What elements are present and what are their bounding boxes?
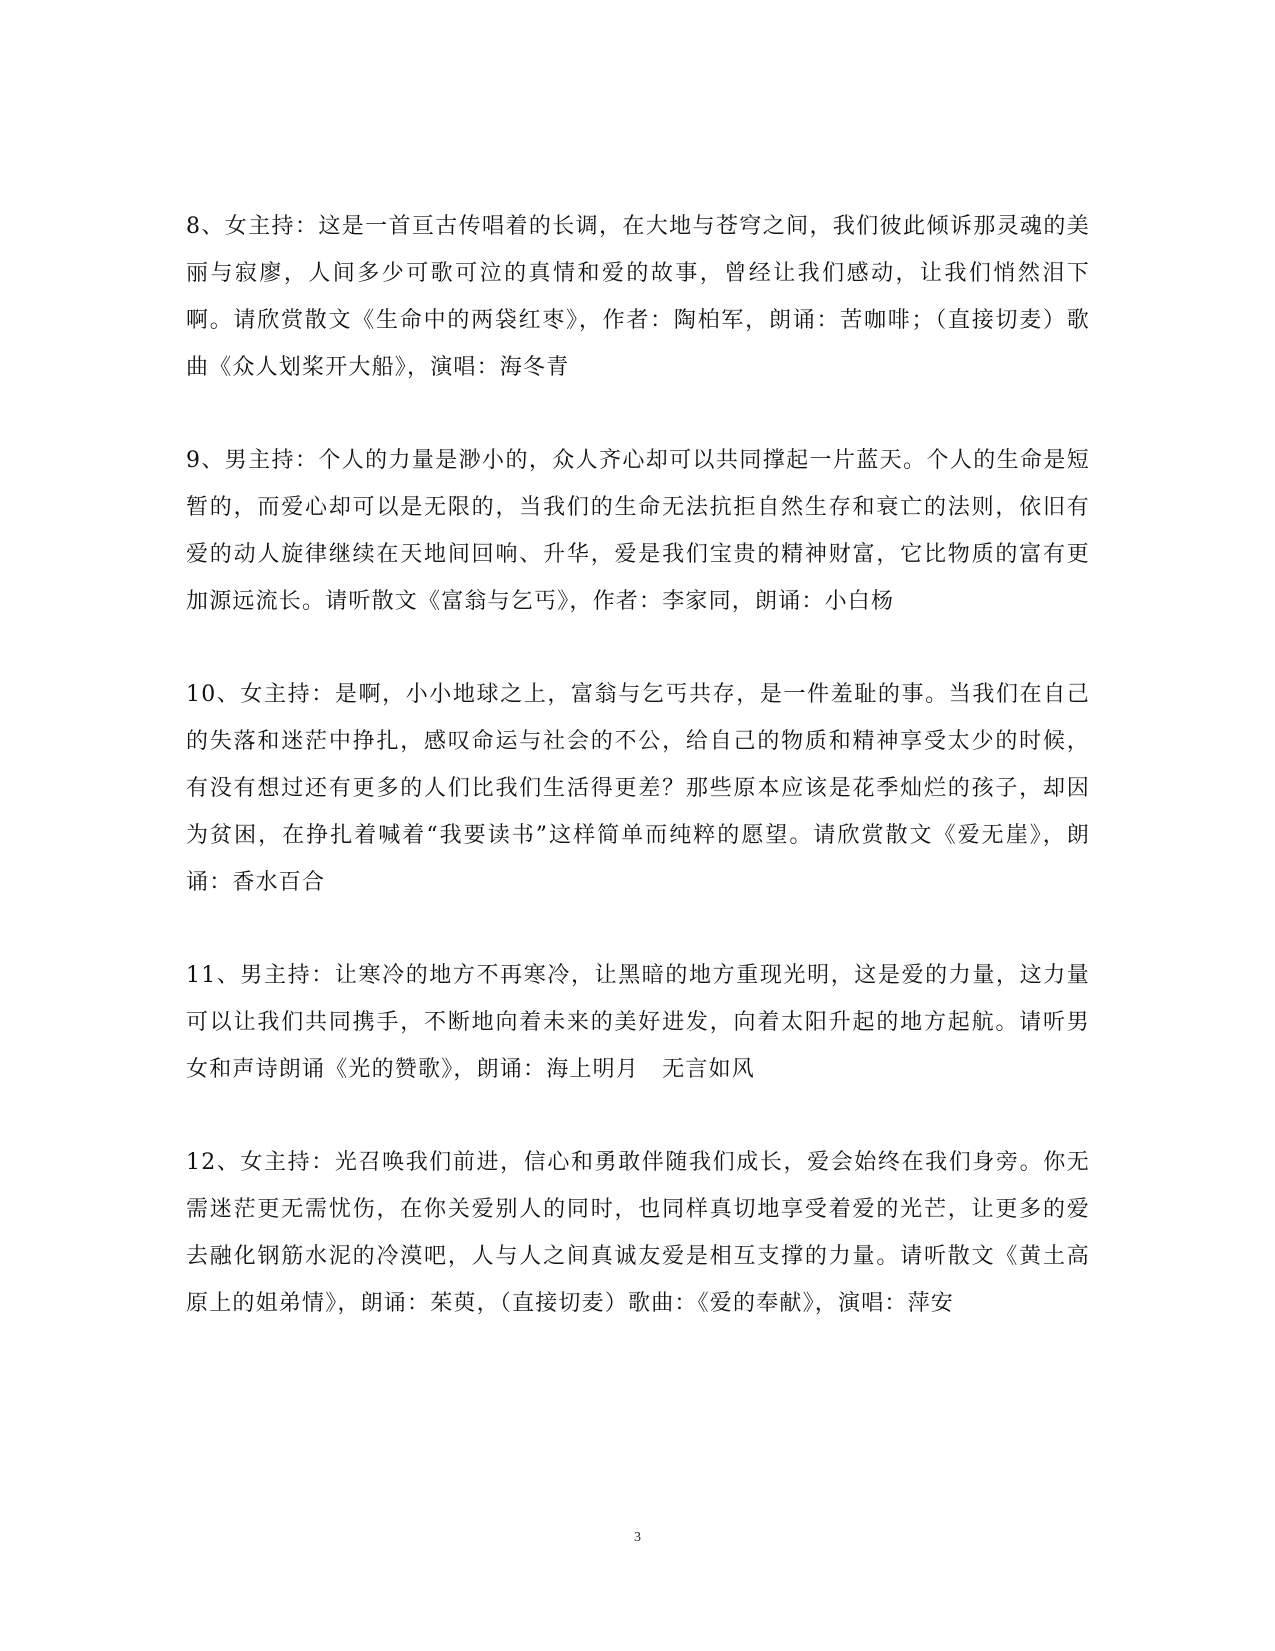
paragraph-12: 12、女主持：光召唤我们前进，信心和勇敢伴随我们成长，爱会始终在我们身旁。你无需迷茫更无需忧伤，在你关爱别人的同时，也同样真切地享受着爱的光芒，让更多的爱去融化钢筋水泥的冷漠吧，人与人之间真诚友爱是相互支撑的力量。请听散文《黄土高原上的姐弟情》，朗诵：茱萸，（直接切麦）歌曲：《爱的奉献》，演唱：萍安 — [186, 1150, 1090, 1316]
page-number: 3 — [634, 1530, 641, 1545]
document-body — [186, 203, 1090, 1373]
paragraph-11: 11、男主持：让寒冷的地方不再寒冷，让黑暗的地方重现光明，这是爱的力量，这力量可以让我们共同携手，不断地向着未来的美好进发，向着太阳升起的地方起航。请听男女和声诗朗诵《光的赞歌》，朗诵：海上明月 无言如风 — [186, 963, 1090, 1082]
paragraph-10: 10、女主持：是啊，小小地球之上，富翁与乞丐共存，是一件羞耻的事。当我们在自己的失落和迷茫中挣扎，感叹命运与社会的不公，给自己的物质和精神享受太少的时候，有没有想过还有更多的人们比我们生活得更差？那些原本应该是花季灿烂的孩子，却因为贫困，在挣扎着喊着“我要读书”这样简单而纯粹的愿望。请欣赏散文《爱无崖》，朗诵：香水百合 — [186, 682, 1090, 895]
paragraph-9: 9、男主持：个人的力量是渺小的，众人齐心却可以共同撑起一片蓝天。个人的生命是短暂的，而爱心却可以是无限的，当我们的生命无法抗拒自然生存和衰亡的法则，依旧有爱的动人旋律继续在天地间回响、升华，爱是我们宝贵的精神财富，它比物质的富有更加源远流长。请听散文《富翁与乞丐》，作者：李家同，朗诵：小白杨 — [186, 448, 1090, 614]
paragraph-8: 8、女主持：这是一首亘古传唱着的长调，在大地与苍穹之间，我们彼此倾诉那灵魂的美丽与寂廖，人间多少可歌可泣的真情和爱的故事，曾经让我们感动，让我们悄然泪下啊。请欣赏散文《生命中的两袋红枣》，作者：陶柏军，朗诵：苦咖啡；（直接切麦）歌曲《众人划桨开大船》，演唱：海冬青 — [186, 214, 1090, 380]
